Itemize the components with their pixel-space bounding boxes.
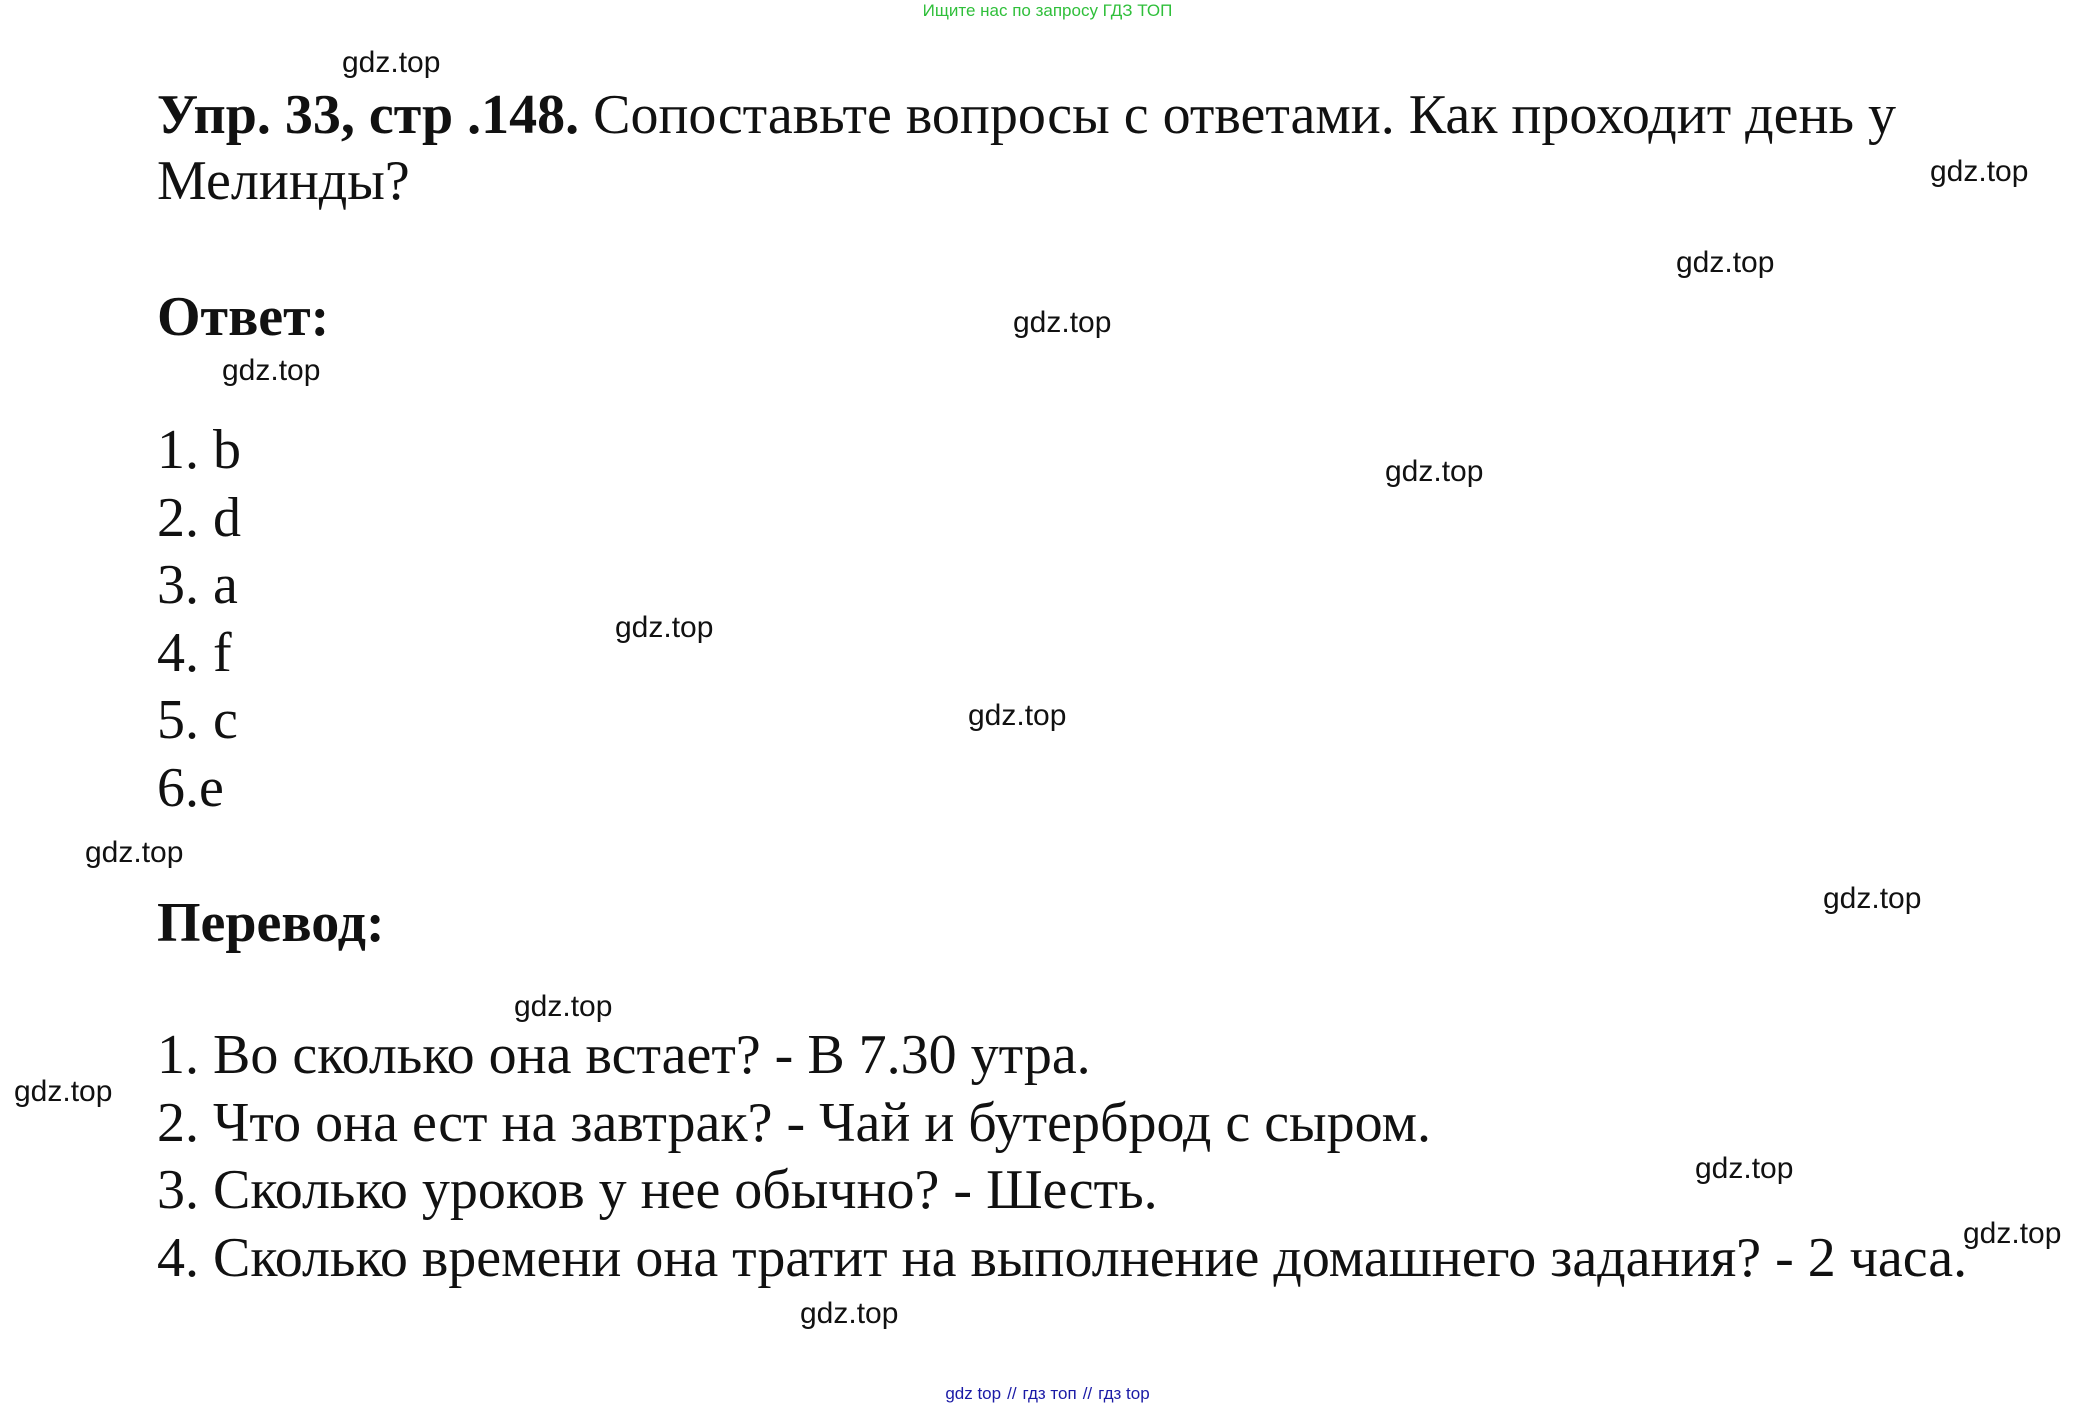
footer-link[interactable]: гдз top: [1098, 1384, 1150, 1403]
translation-item: 3. Сколько уроков у нее обычно? - Шесть.: [157, 1159, 1158, 1221]
watermark: gdz.top: [1695, 1152, 1794, 1185]
translation-item: 4. Сколько времени она тратит на выполнение домашнего задания? - 2 часа.: [157, 1226, 1968, 1289]
answer-heading: Ответ:: [157, 286, 330, 348]
translation-heading: Перевод:: [157, 892, 385, 954]
watermark: gdz.top: [1963, 1217, 2062, 1250]
search-banner: Ищите нас по запросу ГДЗ ТОП: [922, 1, 1173, 20]
watermark: gdz.top: [514, 990, 613, 1023]
watermark: gdz.top: [222, 354, 321, 387]
footer-links: [0, 1384, 2095, 1404]
footer-separator: //: [1007, 1384, 1017, 1403]
exercise-task: Сопоставьте вопросы с ответами. Как проходит день у Мелинды?: [157, 84, 1897, 212]
watermark: gdz.top: [1676, 246, 1775, 279]
translation-item: 2. Что она ест на завтрак? - Чай и бутерброд с сыром.: [157, 1091, 1432, 1154]
footer-link[interactable]: gdz top: [945, 1384, 1002, 1403]
watermark: gdz.top: [968, 699, 1067, 732]
watermark: gdz.top: [85, 836, 184, 869]
footer-link[interactable]: гдз топ: [1022, 1384, 1077, 1403]
answer-list: [157, 417, 241, 822]
exercise-title: [157, 82, 2057, 214]
watermark: gdz.top: [14, 1075, 113, 1108]
answer-item: 2. d: [157, 486, 241, 549]
footer-separator: //: [1082, 1384, 1093, 1403]
answer-item: 5. c: [157, 689, 238, 751]
answer-item: 4. f: [157, 621, 232, 684]
watermark: gdz.top: [615, 611, 714, 644]
exercise-number: Упр. 33, стр .148.: [157, 84, 580, 146]
watermark: gdz.top: [1930, 155, 2029, 188]
watermark: gdz.top: [342, 46, 441, 79]
watermark: gdz.top: [800, 1297, 899, 1330]
watermark: gdz.top: [1385, 455, 1484, 488]
answer-item: 3. a: [157, 554, 238, 616]
answer-item: 1. b: [157, 419, 241, 481]
answer-item: 6.e: [157, 756, 224, 819]
watermark: gdz.top: [1823, 882, 1922, 915]
translation-item: 1. Во сколько она встает? - В 7.30 утра.: [157, 1024, 1091, 1086]
watermark: gdz.top: [1013, 306, 1112, 339]
